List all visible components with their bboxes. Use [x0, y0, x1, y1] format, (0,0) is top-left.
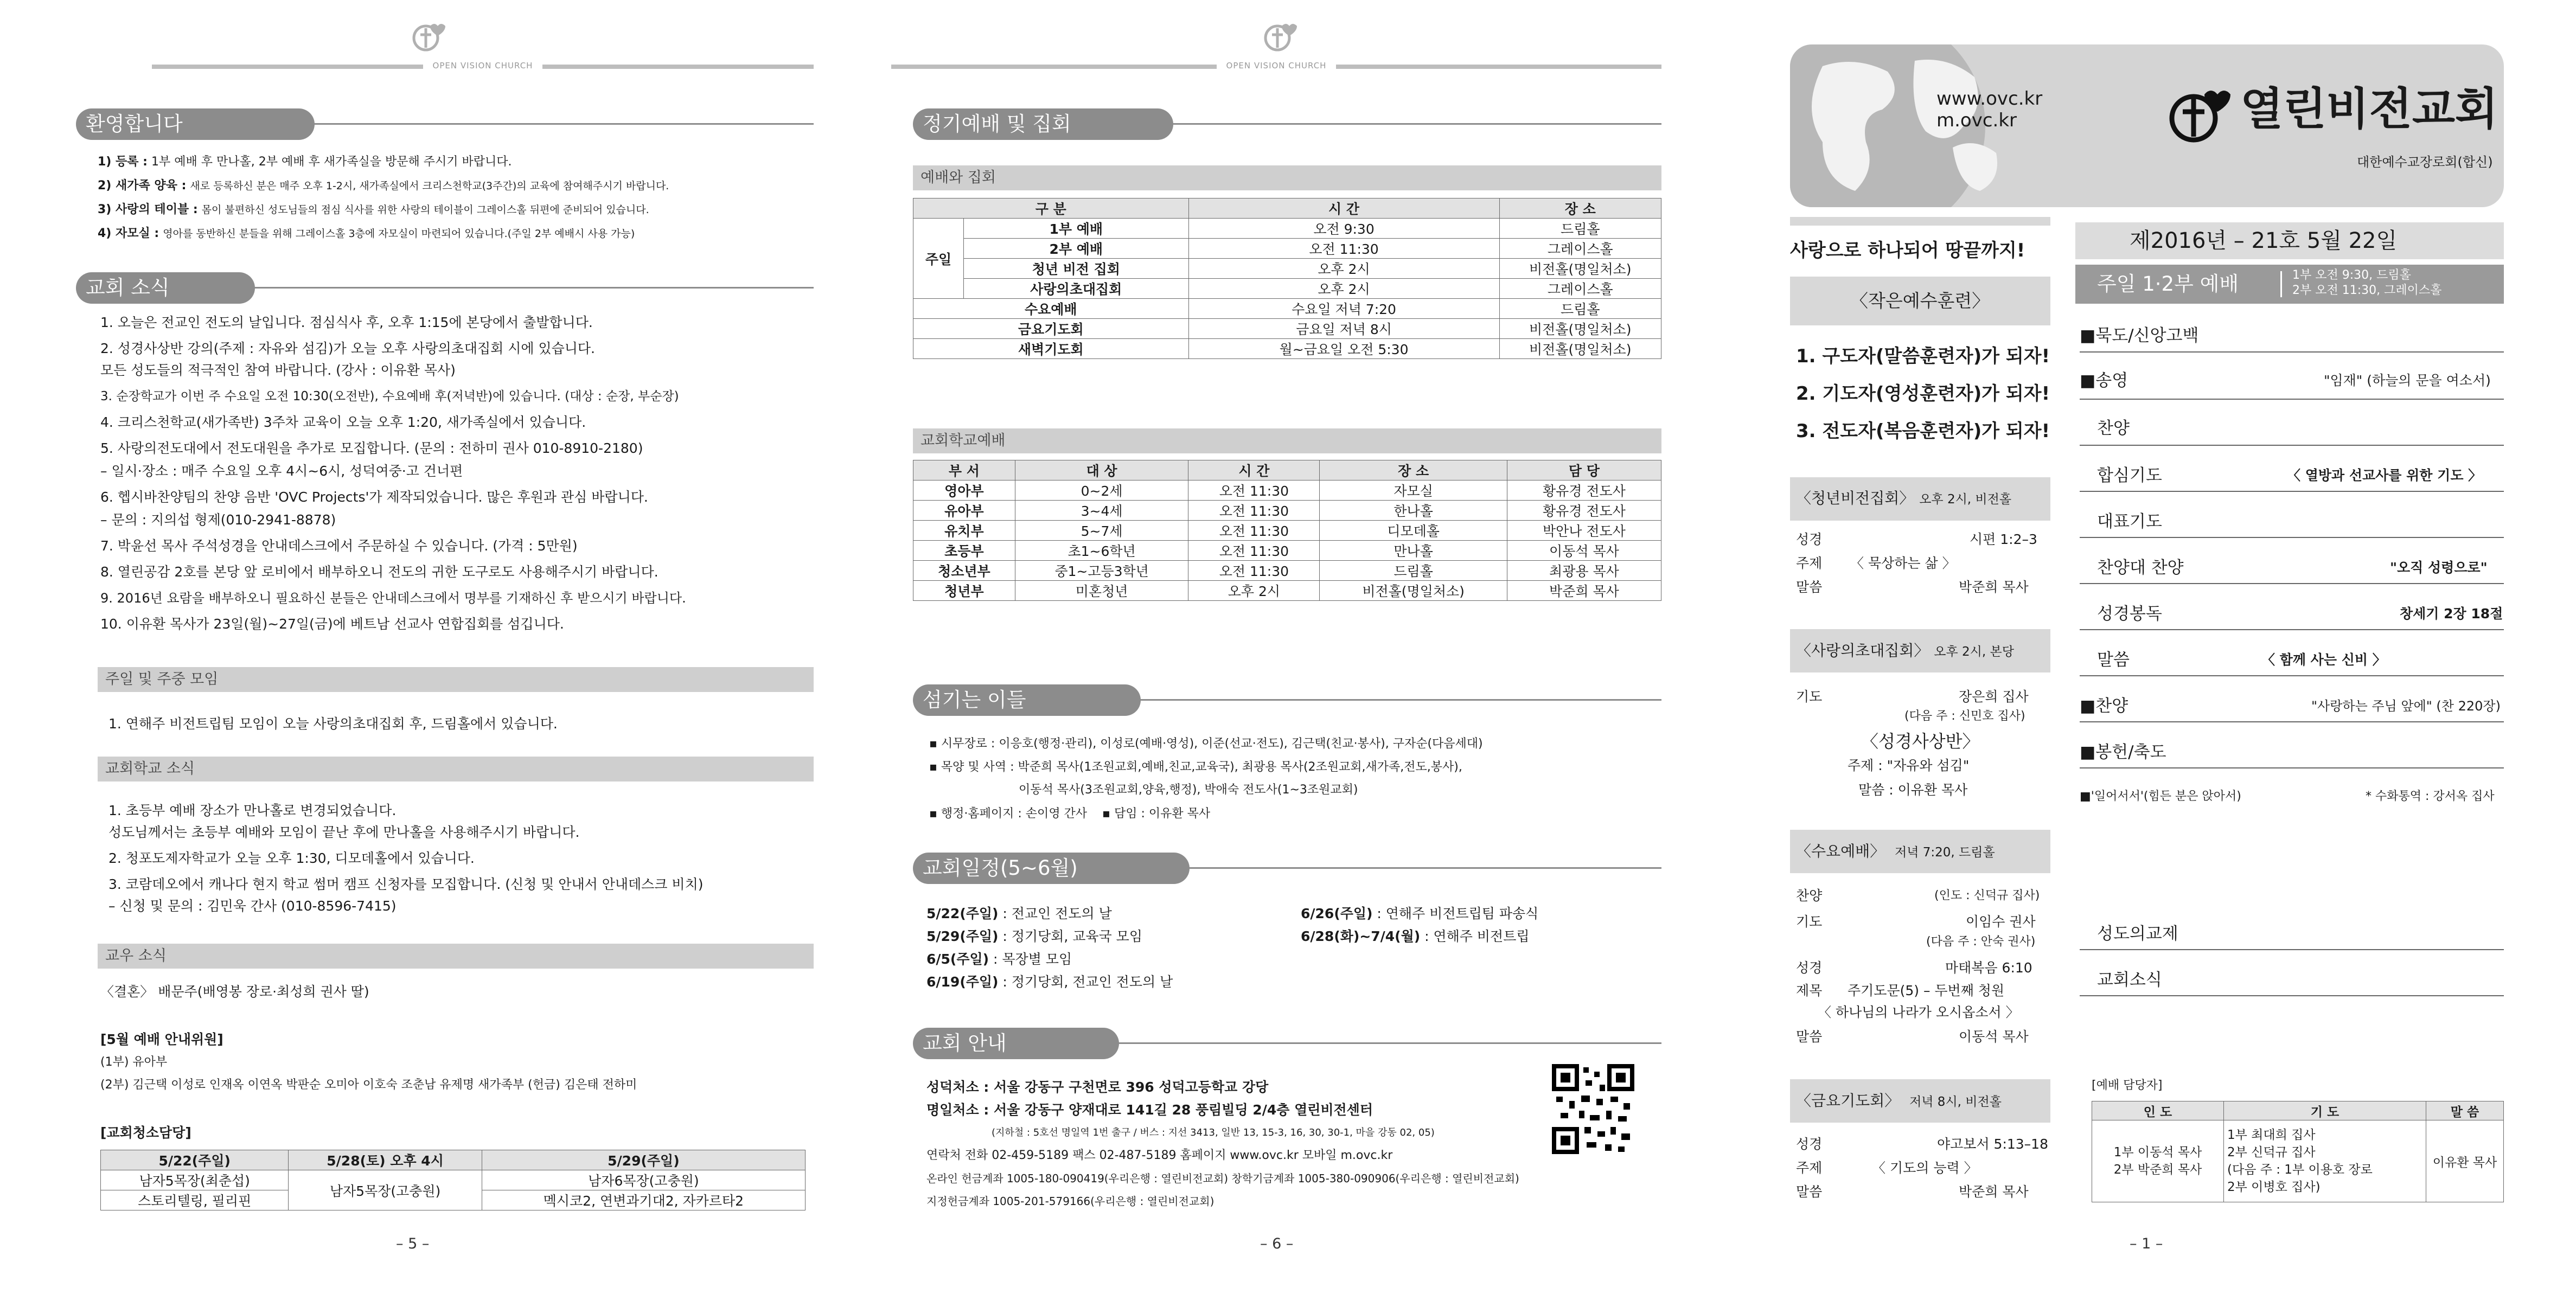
page-1: www.ovc.kr m.ovc.kr 열린비전교회 대한예수교장로회(합신) 사랑으로 하나되어 땅끝까지! 〈작은예수훈련〉 1. 구도자(말씀훈련자)가 되자! 2. 기도자(영성훈련자)가 되자! 3. 전도자(복음훈련자)가 되자! 〈청년비전집회〉 오후 2시, 비전홀 성경 시편 1:2–3 주제 〈 묵상하는 삶 〉 말씀 박준희 목사 〈사랑의초대집회〉 오후 2시, 본당 기도 장은희 집사 (다음 주 : 신민호 집사) 〈성경사상반〉 주제 : "자유와 섬김" 말씀 : 이유환 목사 〈수요예배〉 저녁 7:20, 드림홀 찬양 (인도 : 신덕규 집사) 기도 이임수 권사 (다음 주 : 안숙 권사) 성경 마태복음 6:10 제목 주기도문(5) – 두번째 청원 〈 하나님의 나라가 오시옵소서 〉 말씀 이동석 목사 〈금요기도회〉 저녁 8시, 비전홀 성경 야고보서 5:13–18 주제 〈 기도의 능력 〉 말씀 박준희 목사 제2016년 – 21호 5월 22일 주일 1·2부 예배 1부 오전 9:30, 드림홀 2부 오전 11:30, 그레이스홀 ■묵도/신앙고백 ■송영 "임재" (하늘의 문을 여소서) 찬양 합심기도 〈 열방과 선교사를 위한 기도 〉 대표기도 찬양대 찬양 "오직 성령으로" 성경봉독 창세기 2장 18절 말씀 〈 함께 사는 신비 〉 ■찬양 "사랑하는 주님 앞에" (찬 220장) ■봉헌/축도 ■'일어서서'(힘든 분은 앉아서) * 수화통역 : 강서옥 집사 성도의교제 교회소식 [예배 담당자] 인 도 기 도 말 씀 1부 이동석 목사 2부 박준희 목사 1부 최대희 집사 2부 신덕규 집사 (다음 주 : 1부 이용호 장로 2부 이병호 집사) 이유환 목사 – 1 –: [1717, 0, 2576, 1294]
church-name: 열린비전교회: [2240, 84, 2498, 135]
brand-bar: [152, 61, 814, 72]
cover-banner: [1790, 44, 2504, 207]
brand-bar: OPEN VISION CHURCH: [891, 61, 1661, 72]
training-title: 〈작은예수훈련〉: [1850, 290, 1990, 311]
schedule-header: 교회일정(5~6월): [913, 853, 1168, 884]
groups-line: 1. 연해주 비전트립팀 모임이 오늘 사랑의초대집회 후, 드림홀에서 있습니다.: [108, 716, 558, 732]
worship-table: 구 분 시 간 장 소 주일 1부 예배 오전 9:30 드림홀 2부 예배 오전 11:30 그레이스홀 청년 비전 집회 오후 2시 비전홀(명일처소) 사랑의초대집회 오후 2시 그레이스홀 수요예배 수요일 저녁 7:20 드림홀 금요기도회 금요일 저녁 8시 비전홀(명일처소) 새벽기도회 월~금요일 오전 5:30 비전홀(명일처소): [913, 198, 1661, 359]
servers-elders: ▪ 시무장로 : 이응호(행정·관리), 이성로(예배·영성), 이준(선교·전도), 김근택(친교·봉사), 구자순(다음세대): [929, 737, 1483, 751]
wednesday-title: 〈수요예배〉 저녁 7:20, 드림홀: [1796, 842, 1995, 860]
members-subheader: 교우 소식: [98, 944, 814, 969]
brand-text: OPEN VISION CHURCH: [432, 61, 533, 71]
servers-pastors: ▪ 목양 및 사역 : 박준희 목사(1조원교회,예배,친교,교육국), 최광용 목사(2조원교회,새가족,전도,봉사),: [929, 760, 1462, 774]
church-logo-icon: [408, 21, 446, 53]
page-number: – 5 –: [396, 1235, 430, 1252]
guide-header: 교회 안내: [913, 1028, 1097, 1059]
school-subheader: 교회학교 소식: [98, 757, 814, 781]
worship-header: 정기예배 및 집회: [913, 108, 1152, 140]
youth-title: 〈청년비전집회〉 오후 2시, 비전홀: [1796, 489, 2012, 507]
welcome-item-1: 1) 등록 : 1부 예배 후 만나홀, 2부 예배 후 새가족실을 방문해 주시기 바랍니다.: [98, 155, 512, 169]
cleaning-table: 5/22(주일) 5/28(토) 오후 4시 5/29(주일) 남자5목장(최춘섭) 남자5목장(고충원) 남자6목장(고충원) 스토리텔링, 필리핀 멕시코2, 연변과기대2, 자카르타2: [100, 1150, 806, 1210]
news-header: 교회 소식: [76, 272, 233, 304]
welcome-item-3: 3) 사랑의 테이블 : 몸이 불편하신 성도님들의 점심 식사를 위한 사랑의 테이블이 그레이스홀 뒤편에 준비되어 있습니다.: [98, 203, 649, 216]
invite-title: 〈사랑의초대집회〉 오후 2시, 본당: [1796, 642, 2014, 659]
standing-note: ■'일어서서'(힘든 분은 앉아서): [2080, 790, 2241, 803]
welcome-item-4: 4) 자모실 : 영아를 동반하신 분들을 위해 그레이스홀 3층에 자모실이 마련되어 있습니다.(주일 2부 예배시 사용 가능): [98, 227, 635, 240]
friday-title: 〈금요기도회〉 저녁 8시, 비전홀: [1796, 1092, 2002, 1110]
mobile-url[interactable]: m.ovc.kr: [1936, 110, 2017, 131]
worship-subheader: 예배와 집회: [913, 165, 1661, 190]
welcome-item-2: 2) 새가족 양육 : 새로 등록하신 분은 매주 오후 1-2시, 새가족실에서 크리스천학교(3주간)의 교육에 참여해주시기 바랍니다.: [98, 179, 669, 193]
church-logo-icon: [1260, 21, 1298, 53]
duty-title: [예배 담당자]: [2092, 1079, 2163, 1092]
welcome-header: 환영합니다: [76, 108, 293, 140]
wedding-news: 〈결혼〉 배문주(배영봉 장로·최성희 권사 딸): [100, 984, 369, 1000]
servers-admin: ▪ 행정·홈페이지 : 손이영 간사 ▪ 담임 : 이유환 목사: [929, 807, 1211, 821]
denomination: 대한예수교장로회(합신): [2357, 155, 2493, 170]
sign-language-note: * 수화통역 : 강서옥 집사: [2366, 790, 2495, 803]
school-worship-table: 부 서 대 상 시 간 장 소 담 당 영아부 0~2세 오전 11:30 자모실 황유경 전도사 유아부 3~4세 오전 11:30 한나홀 황유경 전도사 유치부 5~7세 오전 11:30 디모데홀 박안나 전도사 초등부 초1~6학년 오전 11:30 만나홀 이동석 목사 청소년부 중1~고등3학년 오전 11:30 드림홀 최광용 목사 청년부 미혼청년 오후 2시 비전홀(명일처소) 박준희 목사: [913, 460, 1661, 601]
servers-header: 섬기는 이들: [913, 684, 1119, 716]
slogan: 사랑으로 하나되어 땅끝까지!: [1790, 240, 2025, 261]
website-url[interactable]: www.ovc.kr: [1936, 88, 2043, 110]
page-number: – 6 –: [1260, 1235, 1294, 1252]
school-worship-subheader: 교회학교예배: [913, 428, 1661, 453]
service-title: 주일 1·2부 예배: [2097, 272, 2239, 296]
fellowship-label: 성도의교제: [2097, 924, 2178, 944]
page-number: – 1 –: [2130, 1235, 2163, 1252]
qr-code-icon[interactable]: [1551, 1063, 1635, 1155]
globe-icon: [1790, 44, 2072, 207]
duty-table: 인 도 기 도 말 씀 1부 이동석 목사 2부 박준희 목사 1부 최대희 집사 2부 신덕규 집사 (다음 주 : 1부 이용호 장로 2부 이병호 집사) 이유환 목사: [2092, 1101, 2504, 1202]
page-6: OPEN VISION CHURCH 정기예배 및 집회 예배와 집회 구 분 시 간 장 소 주일 1부 예배 오전 9:30 드림홀 2부 예배 오전 11:30 그레이스홀 청년 비전 집회 오후 2시 비전홀(명일처소) 사랑의초대집회 오후 2시 그레이스홀 수요예배 수요일 저녁 7:20 드림홀 금요기도회 금요일 저녁 8시 비전홀(명일처소) 새벽기도회 월~금요일 오전 5:30 비전홀(명일처소) 교회학교예배 부 서 대 상 시 간 장 소 담 당 영아부 0~2세 오전 11:30 자모실 황유경 전도사 유아부 3~4세 오전 11:30 한나홀 황유경 전도사 유치부 5~7세 오전 11:30 디모데홀 박안나 전도사 초등부 초1~6학년 오전 11:30 만나홀 이동석 목사 청소년부 중1~고등3학년 오전 11:30 드림홀 최광용 목사 청년부 미혼청년 오후 2시 비전홀(명일처소) 박준희 목사 섬기는 이들 ▪ 시무장로 : 이응호(행정·관리), 이성로(예배·영성), 이준(선교·전도), 김근택(친교·봉사), 구자순(다음세대) ▪ 목양 및 사역 : 박준희 목사(1조원교회,예배,친교,교육국), 최광용 목사(2조원교회,새가족,전도,봉사), 이동석 목사(3조원교회,양육,행정), 박애숙 전도사(1~3조원교회) ▪ 행정·홈페이지 : 손이영 간사 ▪ 담임 : 이유환 목사 교회일정(5~6월) 5/22(주일) : 전교인 전도의 날 5/29(주일) : 정기당회, 교육국 모임 6/5(주일) : 목장별 모임 6/19(주일) : 정기당회, 전교인 전도의 날 6/26(주일) : 연해주 비전트립팀 파송식 6/28(화)~7/4(월) : 연해주 비전트립 교회 안내 성덕처소 : 서울 강동구 구천면로 396 성덕고등학교 강당 명일처소 : 서울 강동구 양재대로 141길 28 풍림빌딩 2/4층 열린비전센터 (지하철 : 5호선 명일역 1번 출구 / 버스 : 지선 3413, 일반 13, 15-3, 16, 30, 30-1, 마을 강동 02, 05) 연락처 전화 02-459-5189 팩스 02-487-5189 홈페이지 www.ovc.kr 모바일 m.ovc.kr 온라인 헌금계좌 1005-180-090419(우리은행 : 열린비전교회) 창학기금계좌 1005-380-090906(우리은행 : 열린비전교회) 지정헌금계좌 1005-201-579166(우리은행 : 열린비전교회) – 6 –: [859, 0, 1717, 1294]
issue-info: 제2016년 – 21호 5월 22일: [2130, 228, 2398, 253]
worship-team-title: [5월 예배 안내위원]: [100, 1032, 223, 1047]
church-news-label: 교회소식: [2097, 970, 2162, 990]
groups-subheader: 주일 및 주중 모임: [98, 667, 814, 692]
page-5: OPEN VISION CHURCH 환영합니다 1) 등록 : 1부 예배 후 만나홀, 2부 예배 후 새가족실을 방문해 주시기 바랍니다. 2) 새가족 양육 : 새로 등록하신 분은 매주 오후 1-2시, 새가족실에서 크리스천학교(3주간)의 교육에 참여해주시기 바랍니다. 3) 사랑의 테이블 : 몸이 불편하신 성도님들의 점심 식사를 위한 사랑의 테이블이 그레이스홀 뒤편에 준비되어 있습니다. 4) 자모실 : 영아를 동반하신 분들을 위해 그레이스홀 3층에 자모실이 마련되어 있습니다.(주일 2부 예배시 사용 가능) 교회 소식 1. 오늘은 전교인 전도의 날입니다. 점심식사 후, 오후 1:15에 본당에서 출발합니다. 2. 성경사상반 강의(주제 : 자유와 섬김)가 오늘 오후 사랑의초대집회 시에 있습니다. 모든 성도들의 적극적인 참여 바랍니다. (강사 : 이유환 목사) 3. 순장학교가 이번 주 수요일 오전 10:30(오전반), 수요예배 후(저녁반)에 있습니다. (대상 : 순장, 부순장) 4. 크리스천학교(새가족반) 3주차 교육이 오늘 오후 1:20, 새가족실에서 있습니다. 5. 사랑의전도대에서 전도대원을 추가로 모집합니다. (문의 : 전하미 권사 010-8910-2180) – 일시·장소 : 매주 수요일 오후 4시~6시, 성덕여중·고 건너편 6. 헵시바찬양팀의 찬양 음반 'OVC Projects'가 제작되었습니다. 많은 후원과 관심 바랍니다. – 문의 : 지의섭 형제(010-2941-8878) 7. 박윤선 목사 주석성경을 안내데스크에서 주문하실 수 있습니다. (가격 : 5만원) 8. 열린공감 2호를 본당 앞 로비에서 배부하오니 전도의 귀한 도구로도 사용해주시기 바랍니다. 9. 2016년 요람을 배부하오니 필요하신 분들은 안내데스크에서 명부를 기재하신 후 받으시기 바랍니다. 10. 이유환 목사가 23일(월)~27일(금)에 베트남 선교사 연합집회를 섬깁니다. 주일 및 주중 모임 1. 연해주 비전트립팀 모임이 오늘 사랑의초대집회 후, 드림홀에서 있습니다. 교회학교 소식 1. 초등부 예배 장소가 만나홀로 변경되었습니다. 성도님께서는 초등부 예배와 모임이 끝난 후에 만나홀을 사용해주시기 바랍니다. 2. 청포도제자학교가 오늘 오후 1:30, 디모데홀에서 있습니다. 3. 코람데오에서 캐나다 현지 학교 썸머 캠프 신청자를 모집합니다. (신청 및 안내서 안내데스크 비치) – 신청 및 문의 : 김민욱 간사 (010-8596-7415) 교우 소식 〈결혼〉 배문주(배영봉 장로·최성희 권사 딸) [5월 예배 안내위원] (1부) 유아부 (2부) 김근택 이성로 인재옥 이연옥 박판순 오미아 이호숙 조춘남 유제명 새가족부 (헌금) 김은태 전하미 [교회청소담당] 5/22(주일) 5/28(토) 오후 4시 5/29(주일) 남자5목장(최춘섭) 남자5목장(고충원) 남자6목장(고충원) 스토리텔링, 필리핀 멕시코2, 연변과기대2, 자카르타2 – 5 –: [0, 0, 859, 1294]
church-logo-icon: [2164, 82, 2235, 148]
cleaning-title: [교회청소담당]: [100, 1125, 191, 1141]
